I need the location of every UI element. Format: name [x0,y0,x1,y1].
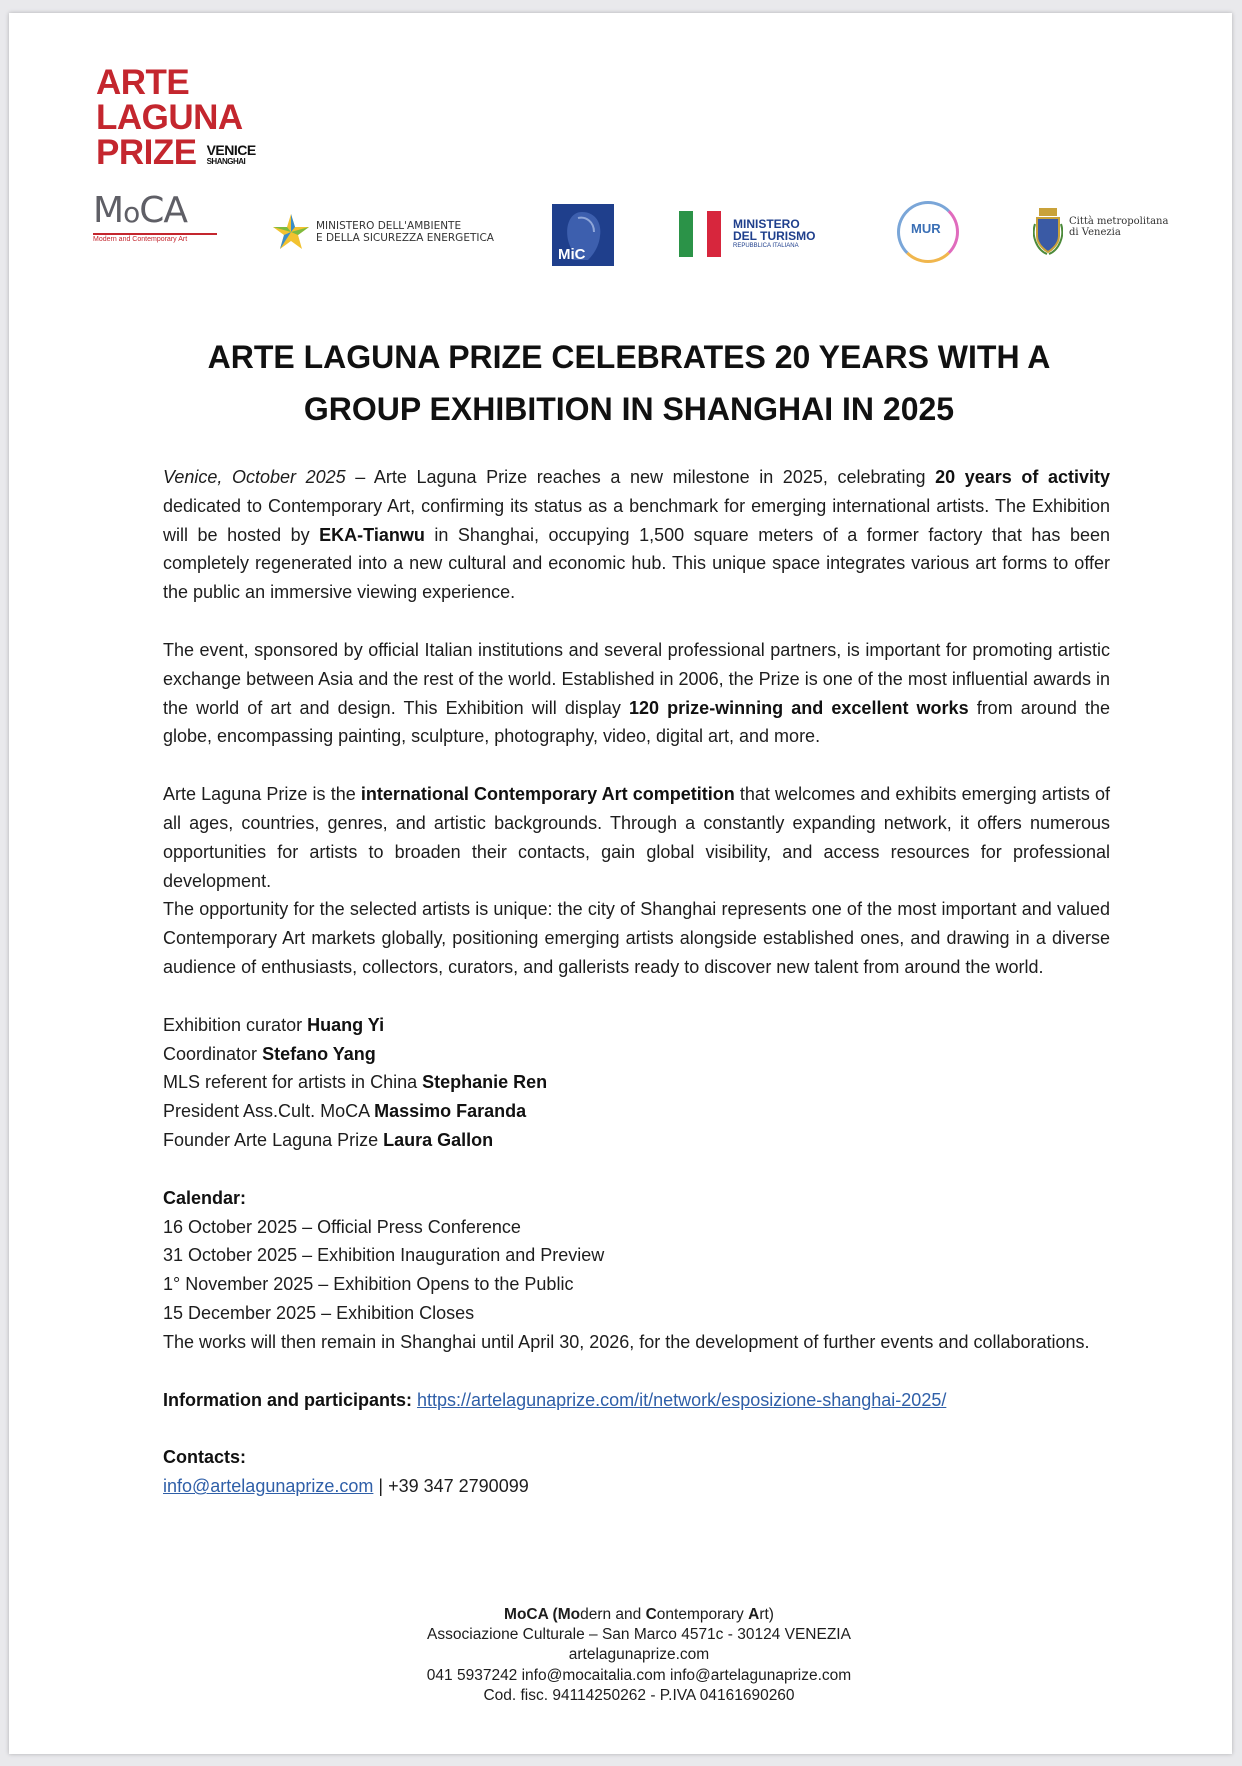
team-name: Massimo Faranda [374,1101,527,1122]
footer-org-e: ontemporary [656,1606,749,1623]
logo-venice: VENICE [206,142,256,158]
moca-letter-m: M [93,190,124,231]
paragraph-intro [163,463,1110,607]
mur-label: MUR [911,221,941,236]
intro-highlight-years: 20 years of activity [935,467,1110,487]
team-role: Coordinator [163,1043,263,1064]
logo-line-prize [96,135,256,170]
document-page [9,13,1232,1754]
arte-laguna-prize-logo [96,65,256,170]
team-name: Huang Yi [307,1014,385,1035]
moca-logo [93,190,217,243]
ministero-turismo-logo [679,211,815,257]
logo-line-laguna: LAGUNA [96,98,243,137]
moca-letter-o: o [123,196,140,229]
turismo-line-1: MINISTERO [733,217,800,231]
info-line [163,1386,1110,1415]
star-icon [272,213,310,251]
turismo-line-2: DEL TURISMO [733,229,816,243]
logo-prize-text: PRIZE [96,133,197,172]
footer-org-d: C [645,1606,657,1623]
team-row [163,1068,1110,1097]
footer-website: artelagunaprize.com [568,1646,710,1664]
mur-logo [897,201,959,263]
contacts-heading: Contacts: [163,1447,247,1468]
footer-org-f: A [748,1606,760,1623]
calendar-heading: Calendar: [163,1187,247,1208]
team-role: Exhibition curator [163,1014,308,1035]
calendar-item: 15 December 2025 – Exhibition Closes [163,1302,475,1323]
event-text-1: The event, sponsored by official Italian institutions and several professional partners, is important for promoting artistic exchange between Asia and the rest of the world. Established in 2006, the Prize is one of the most influential awards in the world of art and design. This Exhibition will display [163,639,1110,718]
intro-text-2: dedicated to Contemporary Art, confirming its status as a benchmark for emerging international artists. The Exhibition will be hosted by [163,495,1110,545]
moca-wordmark [93,190,217,231]
footer-address: Associazione Culturale – San Marco 4571c - 30124 VENEZIA [427,1626,851,1644]
event-text-2: from around the globe, encompassing painting, sculpture, photography, video, digital art, and more. [163,697,1110,747]
contacts-section [163,1443,1110,1501]
team-row [163,1011,1110,1040]
footer-org-c: dern and [580,1606,646,1623]
calendar-item: 16 October 2025 – Official Press Conference [163,1216,521,1237]
team-name: Laura Gallon [383,1129,494,1150]
venezia-line-2: di Venezia [1069,227,1121,238]
press-release-title [129,331,1129,435]
footer-tax-ids: Cod. fisc. 94114250262 - P.IVA 04161690260 [483,1686,795,1704]
intro-text-1: – Arte Laguna Prize reaches a new milestone in 2025, celebrating [345,467,936,487]
paragraph-event [163,636,1110,751]
calendar-item: 31 October 2025 – Exhibition Inauguration and Preview [163,1245,605,1266]
footer-phone-emails: 041 5937242 info@mocaitalia.com info@artelagunaprize.com [426,1666,852,1684]
competition-text-2: that welcomes and exhibits emerging artists of all ages, countries, genres, and artistic backgrounds. Through a constantly expanding network, it offers numerous opportunities for artists to broaden their contacts, gain global visibility, and access resources for professional development. [163,784,1110,891]
coat-of-arms-icon [1033,206,1063,256]
calendar-note: The works will then remain in Shanghai until April 30, 2026, for the development of further events and collaborations. [163,1331,1090,1352]
info-url-link[interactable]: https://artelagunaprize.com/it/network/esposizione-shanghai-2025/ [417,1389,947,1410]
team-role: Founder Arte Laguna Prize [163,1129,384,1150]
italian-flag-icon [679,211,721,257]
team-role: President Ass.Cult. MoCA [163,1101,375,1122]
team-name: Stefano Yang [262,1043,376,1064]
logo-line-arte: ARTE [96,63,190,102]
letterhead-footer [289,1605,989,1706]
footer-org-name [289,1605,989,1625]
logo-shanghai: SHANGHAI [206,157,246,166]
venezia-line-1: Città metropolitana [1069,216,1169,227]
info-label: Information and participants: [163,1389,413,1410]
mase-line-2: E DELLA SICUREZZA ENERGETICA [316,232,494,244]
calendar-section [163,1184,1110,1328]
team-row [163,1126,1110,1155]
intro-highlight-venue: EKA-Tianwu [319,524,425,545]
contact-email-link[interactable]: info@artelagunaprize.com [163,1476,374,1497]
mase-line-1: MINISTERO DELL'AMBIENTE [316,220,462,232]
team-name: Stephanie Ren [422,1072,548,1093]
turismo-line-3: REPUBBLICA ITALIANA [733,243,799,249]
competition-text-1: Arte Laguna Prize is the [163,784,361,805]
competition-highlight: international Contemporary Art competition [360,784,735,805]
team-row [163,1040,1110,1069]
calendar-item: 1° November 2025 – Exhibition Opens to the Public [163,1274,574,1295]
moca-tagline: Modern and Contemporary Art [93,233,217,243]
team-role: MLS referent for artists in China [163,1072,423,1093]
logo-cities [207,143,256,167]
mic-label: MiC [558,246,586,263]
citta-metropolitana-venezia-logo [1033,206,1168,256]
footer-org-a: MoCA ( [504,1606,558,1623]
paragraph-opportunity: The opportunity for the selected artists is unique: the city of Shanghai represents one of the most important and valued Contemporary Art markets globally, positioning emerging artists alongside established ones, and drawing in a diverse audience of enthusiasts, collectors, curators, and gallerists ready to discover new talent from around the world. [163,899,1110,977]
contact-separator: | [373,1476,389,1497]
press-release-body [163,463,1110,1501]
mic-logo [552,204,614,266]
dateline: Venice, October 2025 [163,467,346,487]
ministero-ambiente-logo [272,213,494,251]
team-row [163,1097,1110,1126]
team-list [163,1011,1110,1155]
footer-org-g: rt) [759,1606,774,1623]
footer-org-b: Mo [557,1606,581,1623]
title-line-1: ARTE LAGUNA PRIZE CELEBRATES 20 YEARS WITH A [207,339,1051,375]
intro-text-3: in Shanghai, occupying 1,500 square meters of a former factory that has been completely regenerated into a new cultural and economic hub. This unique space integrates various art forms to offer the public an immersive viewing experience. [163,524,1111,603]
title-line-2: GROUP EXHIBITION IN SHANGHAI IN 2025 [303,391,955,427]
event-highlight-works: 120 prize-winning and excellent works [629,697,969,718]
paragraph-competition [163,780,1110,895]
moca-letters-ca: CA [139,190,187,231]
contact-phone: +39 347 2790099 [388,1476,529,1497]
